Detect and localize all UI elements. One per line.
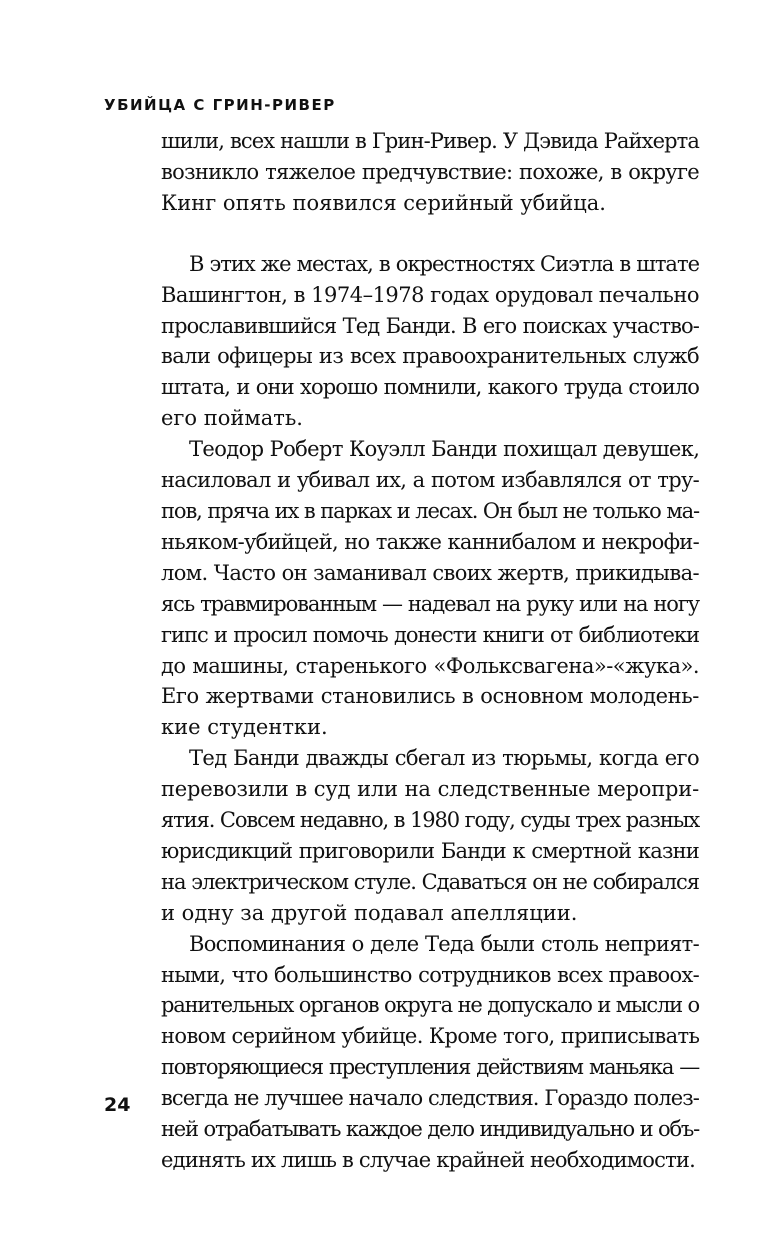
text-line: ньяком-убийцей, но также каннибалом и некрофи- bbox=[161, 529, 699, 554]
text-line: шили, всех нашли в Грин-Ривер. У Дэвида Райхерта bbox=[161, 129, 699, 153]
running-head: УБИЙЦА С ГРИН-РИВЕР bbox=[104, 96, 336, 114]
text-line: перевозили в суд или на следственные меропри- bbox=[161, 777, 699, 802]
text-line: новом серийном убийце. Кроме того, приписывать bbox=[161, 1024, 700, 1049]
text-line: всегда не лучшее начало следствия. Гораздо полез- bbox=[161, 1086, 699, 1111]
text-line: его поймать. bbox=[161, 406, 303, 431]
text-line: возникло тяжелое предчувствие: похоже, в округе bbox=[161, 159, 699, 184]
text-line: единять их лишь в случае крайней необходимости. bbox=[161, 1148, 696, 1172]
text-line: кие студентки. bbox=[161, 715, 328, 740]
text-line: пов, пряча их в парках и лесах. Он был не только ма- bbox=[161, 498, 699, 523]
text-line: прославившийся Тед Банди. В его поисках участво- bbox=[161, 313, 699, 338]
paragraph bbox=[161, 249, 699, 434]
text-line: до машины, старенького «Фольксвагена»-«жука». bbox=[161, 653, 699, 678]
text-line: лом. Часто он заманивал своих жертв, прикидыва- bbox=[161, 560, 699, 585]
text-line: Вашингтон, в 1974–1978 годах орудовал печально bbox=[161, 282, 699, 307]
text-line: и одну за другой подавал апелляции. bbox=[161, 900, 578, 925]
text-line: вали офицеры из всех правоохранительных служб bbox=[161, 344, 699, 369]
page-number: 24 bbox=[104, 1094, 131, 1116]
text-line: Кинг опять появился серийный убийца. bbox=[161, 190, 606, 215]
text-line: насиловал и убивал их, а потом избавлялся от тру- bbox=[161, 468, 699, 493]
text-line: ясь травмированным — надевал на руку или на ногу bbox=[161, 591, 699, 616]
text-line: Его жертвами становились в основном молодень- bbox=[161, 684, 699, 709]
section-gap bbox=[161, 219, 699, 249]
paragraph bbox=[161, 929, 699, 1176]
body-text bbox=[161, 126, 699, 1176]
text-line: на электрическом стуле. Сдаваться он не собирался bbox=[161, 869, 699, 894]
text-line: ятия. Совсем недавно, в 1980 году, суды трех разных bbox=[161, 808, 700, 833]
paragraph bbox=[161, 126, 699, 219]
text-line: Тед Банди дважды сбегал из тюрьмы, когда его bbox=[189, 746, 699, 771]
text-line: Теодор Роберт Коуэлл Банди похищал девушек, bbox=[189, 437, 700, 462]
text-line: штата, и они хорошо помнили, какого труда стоило bbox=[161, 375, 699, 400]
text-line: Воспоминания о деле Теда были столь неприят- bbox=[189, 931, 699, 956]
text-line: ными, что большинство сотрудников всех правоох- bbox=[161, 962, 699, 987]
text-line: юрисдикций приговорили Банди к смертной казни bbox=[161, 838, 699, 863]
paragraph bbox=[161, 743, 699, 928]
text-line: ранительных органов округа не допускало и мысли о bbox=[161, 993, 699, 1018]
text-line: В этих же местах, в окрестностях Сиэтла в штате bbox=[189, 251, 699, 276]
text-line: ней отрабатывать каждое дело индивидуально и объ- bbox=[161, 1117, 699, 1142]
paragraph bbox=[161, 434, 699, 743]
text-line: гипс и просил помочь донести книги от библиотеки bbox=[161, 622, 699, 647]
text-line: повторяющиеся преступления действиям маньяка — bbox=[161, 1055, 699, 1080]
